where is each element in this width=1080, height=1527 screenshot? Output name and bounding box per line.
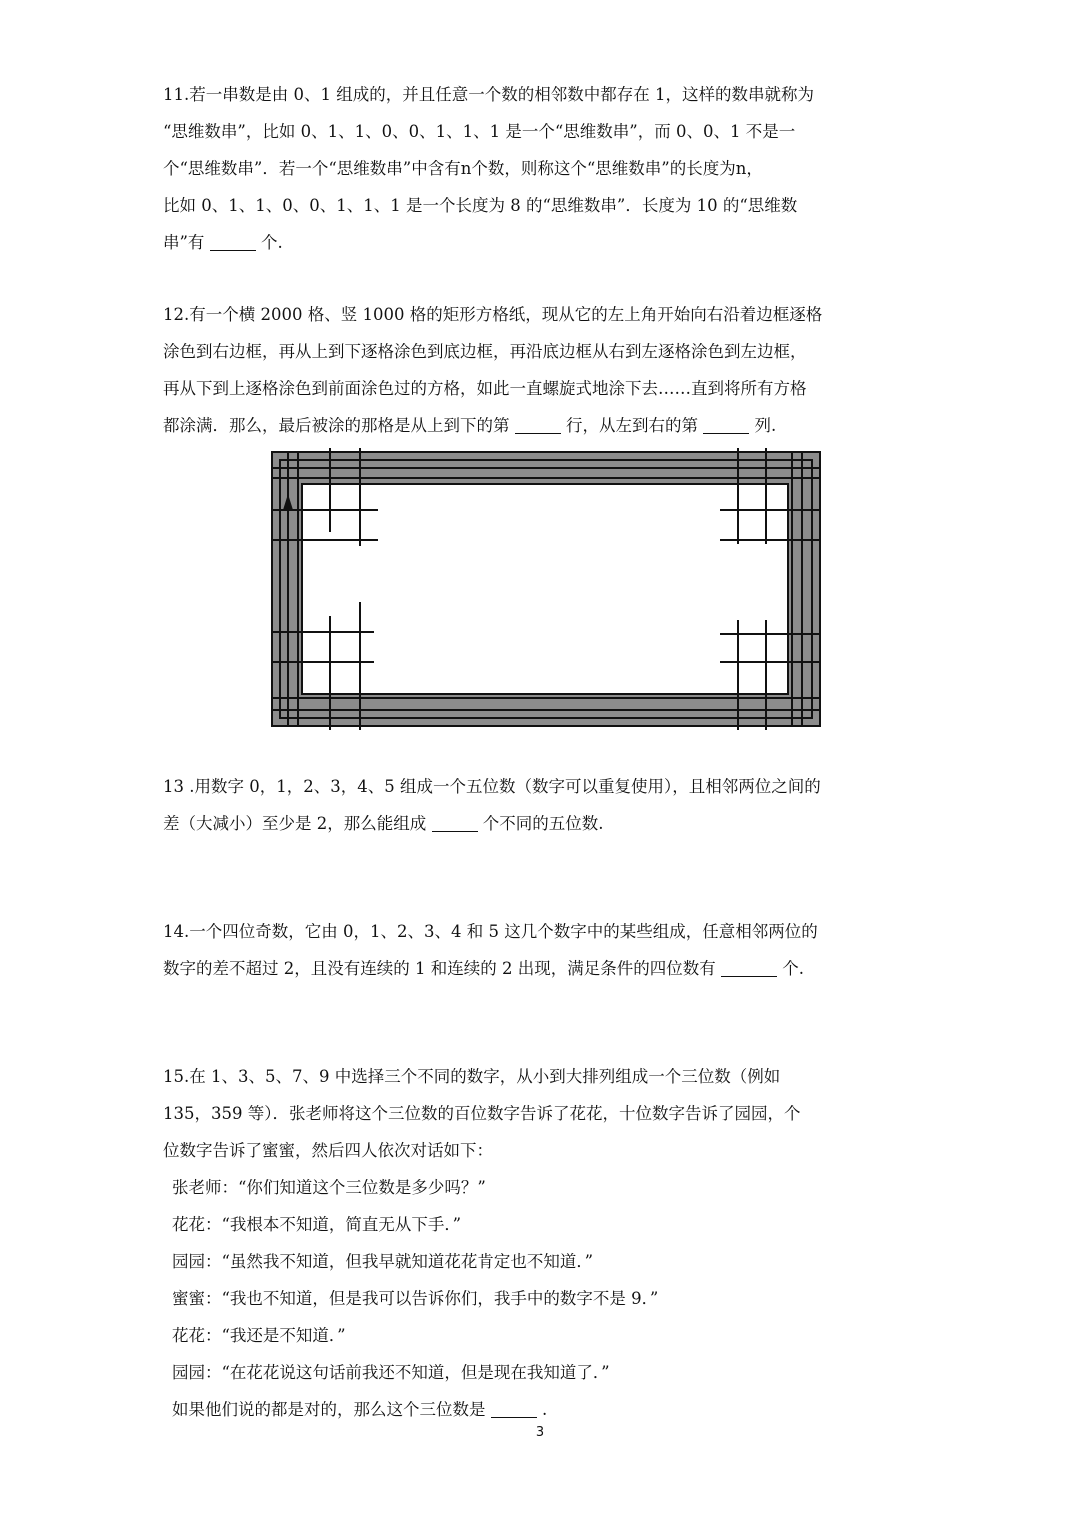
q15-line: 15.在 1、3、5、7、9 中选择三个不同的数字，从小到大排列组成一个三位数（例如 [163, 1067, 781, 1086]
q12-text: 列. [754, 416, 777, 435]
spiral-grid-diagram [268, 448, 824, 730]
q12-text: 都涂满．那么，最后被涂的那格是从上到下的第 [163, 416, 510, 435]
dialogue-line: 园园：“虽然我不知道，但我早就知道花花肯定也不知道．” [172, 1252, 594, 1271]
q14-line: 14.一个四位奇数，它由 0，1、2、3、4 和 5 这几个数字中的某些组成，任意相邻两位的 [163, 922, 818, 941]
q11-text: 串”有 [163, 233, 205, 252]
question-14 [163, 913, 923, 987]
dialogue-line: 花花：“我还是不知道．” [172, 1326, 346, 1345]
q11-line: 比如 0、1、1、0、0、1、1、1 是一个长度为 8 的“思维数串”．长度为 10 的“思维数 [163, 196, 798, 215]
inner-white-area [302, 484, 788, 694]
q11-line: 个“思维数串”．若一个“思维数串”中含有n个数，则称这个“思维数串”的长度为n， [163, 159, 763, 178]
page-number: 3 [535, 1425, 545, 1440]
q11-line: “思维数串”，比如 0、1、1、0、0、1、1、1 是一个“思维数串”，而 0、0、1 不是一 [163, 122, 796, 141]
q12-line: 12.有一个横 2000 格、竖 1000 格的矩形方格纸，现从它的左上角开始向右沿着边框逐格 [163, 305, 823, 324]
q15-text: . [542, 1400, 548, 1419]
dialogue-line: 张老师：“你们知道这个三位数是多少吗？” [172, 1178, 486, 1197]
q15-line: 位数字告诉了蜜蜜，然后四人依次对话如下： [163, 1141, 493, 1160]
q14-line [163, 950, 923, 987]
q13-text: 差（大减小）至少是 2，那么能组成 [163, 814, 427, 833]
question-13 [163, 768, 923, 842]
answer-blank[interactable] [210, 234, 256, 252]
dialogue-line: 花花：“我根本不知道，简直无从下手．” [172, 1215, 462, 1234]
q11-line: 11.若一串数是由 0、1 组成的，并且任意一个数的相邻数中都存在 1，这样的数串就称为 [163, 85, 814, 104]
dialogue-line: 园园：“在花花说这句话前我还不知道，但是现在我知道了．” [172, 1363, 610, 1382]
q12-line [163, 407, 923, 444]
answer-blank[interactable] [432, 815, 478, 833]
q15-final-line [163, 1391, 923, 1428]
q13-text: 个不同的五位数. [482, 814, 604, 833]
q12-line: 再从下到上逐格涂色到前面涂色过的方格，如此一直螺旋式地涂下去……直到将所有方格 [163, 379, 807, 398]
dialogue-line: 蜜蜜：“我也不知道，但是我可以告诉你们，我手中的数字不是 9．” [172, 1289, 659, 1308]
answer-blank[interactable] [721, 960, 777, 978]
q14-text: 数字的差不超过 2，且没有连续的 1 和连续的 2 出现，满足条件的四位数有 [163, 959, 716, 978]
answer-blank-row[interactable] [515, 417, 561, 435]
q11-text: 个. [260, 233, 283, 252]
q14-text: 个. [782, 959, 804, 978]
q11-line [163, 224, 923, 261]
q12-text: 行，从左到右的第 [566, 416, 698, 435]
q13-line [163, 805, 923, 842]
q12-line: 涂色到右边框，再从上到下逐格涂色到底边框，再沿底边框从右到左逐格涂色到左边框， [163, 342, 807, 361]
q15-text: 如果他们说的都是对的，那么这个三位数是 [172, 1400, 486, 1419]
answer-blank-column[interactable] [703, 417, 749, 435]
question-15 [163, 1058, 923, 1428]
answer-blank[interactable] [491, 1401, 537, 1419]
q15-line: 135，359 等）．张老师将这个三位数的百位数字告诉了花花，十位数字告诉了园园，个 [163, 1104, 801, 1123]
question-11 [163, 76, 923, 261]
question-12 [163, 296, 923, 444]
q13-line: 13 .用数字 0，1，2、3，4、5 组成一个五位数（数字可以重复使用），且相邻两位之间的 [163, 777, 821, 796]
